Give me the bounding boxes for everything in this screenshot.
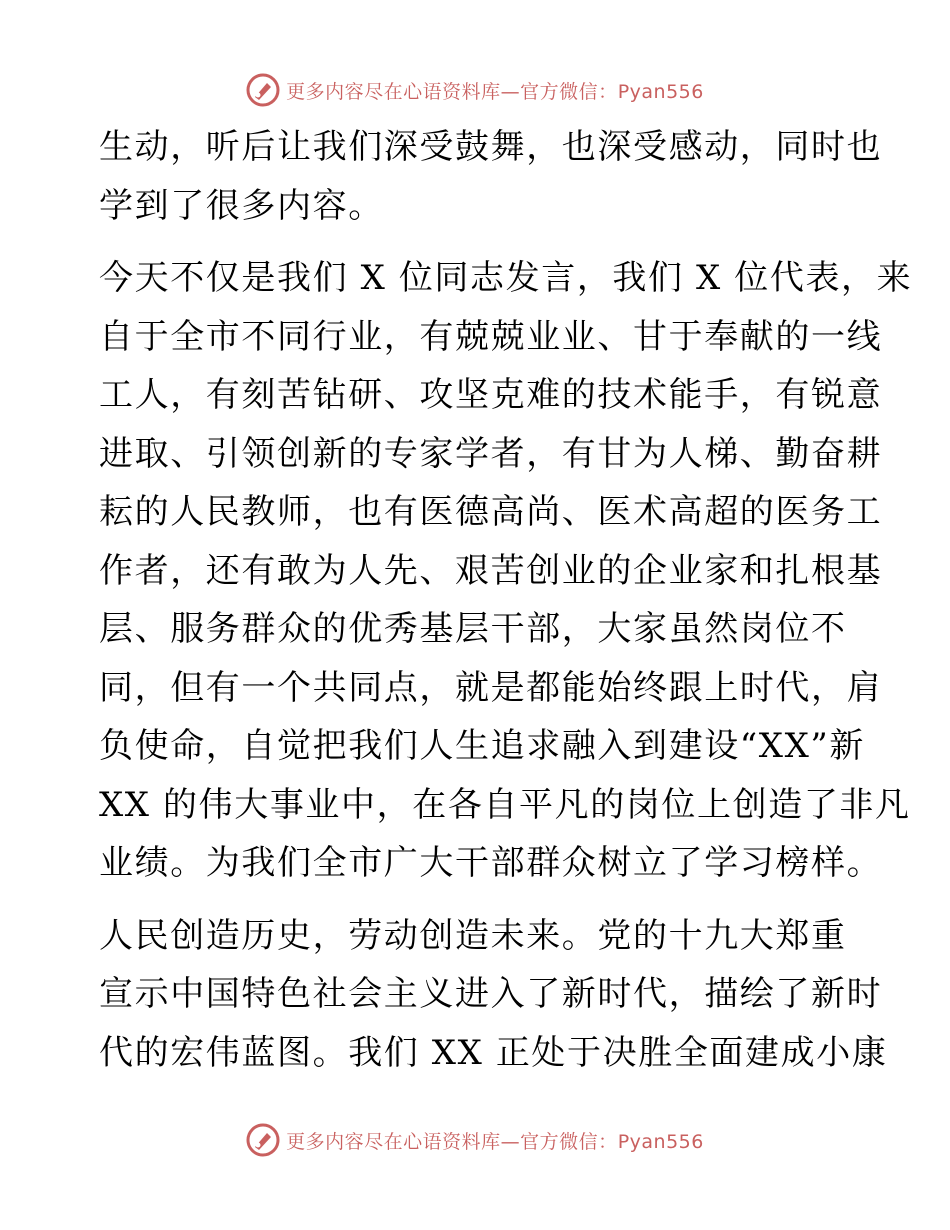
text-line: 生动，听后让我们深受鼓舞，也深受感动，同时也 (99, 127, 883, 167)
text-line: 人民创造历史，劳动创造未来。党的十九大郑重 (99, 915, 847, 956)
text-line: 工人，有刻苦钻研、攻坚克难的技术能手，有锐意 (99, 375, 883, 415)
footer-watermark (0, 1120, 950, 1160)
pen-nib-logo-icon (246, 1123, 280, 1157)
text-line: 学到了很多内容。 (99, 185, 384, 226)
paragraph-1 (99, 118, 883, 235)
text-line: 同，但有一个共同点，就是都能始终跟上时代，肩 (99, 667, 883, 708)
text-line: 耘的人民教师，也有医德高尚、医术高超的医务工 (99, 492, 883, 532)
watermark-text (286, 77, 704, 104)
watermark-separator: — (500, 80, 521, 103)
watermark-wechat-id: Pyan556 (617, 80, 704, 103)
text-line: 进取、引领创新的专家学者，有甘为人梯、勤奋耕 (99, 433, 883, 474)
pen-nib-logo-icon (246, 73, 280, 107)
document-body (99, 118, 913, 1082)
watermark-title: 更多内容尽在心语资料库 (286, 80, 501, 103)
text-line: 业绩。为我们全市广大干部群众树立了学习榜样。 (99, 843, 883, 883)
watermark-wechat-label: 官方微信： (520, 80, 618, 103)
watermark-text (286, 1127, 704, 1154)
text-line: 负使命，自觉把我们人生追求融入到建设“XX”新 (99, 726, 865, 766)
text-line: 宣示中国特色社会主义进入了新时代，描绘了新时 (99, 974, 883, 1014)
text-line: 自于全市不同行业，有兢兢业业、甘于奉献的一线 (99, 316, 883, 357)
text-line: 今天不仅是我们 X 位同志发言，我们 X 位代表，来 (99, 258, 913, 298)
paragraph-3 (99, 907, 888, 1083)
text-line: 作者，还有敢为人先、艰苦创业的企业家和扎根基 (99, 550, 883, 591)
text-line: XX 的伟大事业中，在各自平凡的岗位上创造了非凡 (99, 784, 911, 825)
watermark-wechat-label: 官方微信： (520, 1130, 618, 1153)
watermark-title: 更多内容尽在心语资料库 (286, 1130, 501, 1153)
watermark-wechat-id: Pyan556 (617, 1130, 704, 1153)
watermark-separator: — (500, 1130, 521, 1153)
text-line: 代的宏伟蓝图。我们 XX 正处于决胜全面建成小康 (99, 1032, 888, 1073)
text-line: 层、服务群众的优秀基层干部，大家虽然岗位不 (99, 609, 847, 649)
header-watermark (0, 70, 950, 110)
paragraph-2 (99, 249, 913, 893)
